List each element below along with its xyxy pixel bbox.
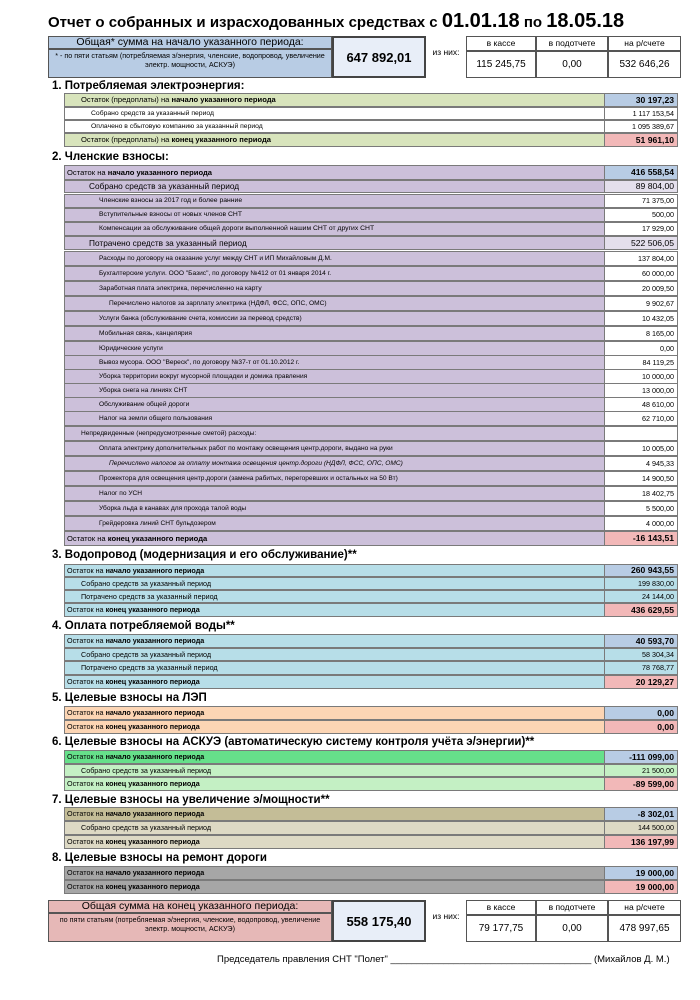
row-label bbox=[65, 342, 605, 355]
row-value: 62 710,00 bbox=[605, 412, 677, 425]
section-3-row bbox=[64, 603, 678, 617]
row-label-bold: конец указанного периода bbox=[105, 677, 200, 686]
row-label-text: Услуги банка (обслуживание счета, комиссии за перевод средств) bbox=[99, 315, 302, 322]
row-label bbox=[65, 398, 605, 411]
row-label bbox=[65, 370, 605, 383]
row-value: 40 593,70 bbox=[605, 635, 677, 647]
row-value: 522 506,05 bbox=[605, 237, 677, 249]
row-label-text: Остаток на bbox=[67, 677, 104, 686]
row-label-text: Остаток на bbox=[67, 779, 104, 788]
row-label-text: Заработная плата электрика, перечисленно на карту bbox=[99, 285, 262, 292]
row-label bbox=[65, 502, 605, 515]
row-label bbox=[65, 427, 605, 440]
row-value: 0,00 bbox=[605, 721, 677, 733]
row-label-bold: начало указанного периода bbox=[105, 708, 205, 717]
row-value: 51 961,10 bbox=[605, 134, 677, 146]
row-label bbox=[65, 721, 605, 733]
row-label-text: Остаток на bbox=[67, 534, 106, 543]
row-label-bold: начало указанного периода bbox=[105, 566, 205, 575]
row-value: 137 804,00 bbox=[605, 252, 677, 265]
section-2-row bbox=[64, 456, 678, 471]
row-value: 19 000,00 bbox=[605, 867, 677, 879]
row-label bbox=[65, 209, 605, 221]
row-label-text: Непредвиденные (непредусмотренные сметой) расходы: bbox=[81, 430, 257, 437]
summary-end-value-cash: 79 177,75 bbox=[466, 915, 536, 942]
row-label-text: Собрано средств за указанный период bbox=[81, 823, 212, 832]
row-label bbox=[65, 591, 605, 602]
row-label-text: Потрачено средств за указанный период bbox=[81, 663, 218, 672]
section-8-row bbox=[64, 866, 678, 880]
row-value: 30 197,23 bbox=[605, 94, 677, 106]
row-label bbox=[65, 604, 605, 616]
row-label bbox=[65, 412, 605, 425]
row-value: 9 902,67 bbox=[605, 297, 677, 310]
section-2-row bbox=[64, 369, 678, 384]
row-value: -111 099,00 bbox=[605, 751, 677, 763]
summary-start-header-accountable: в подотчете bbox=[536, 36, 608, 51]
row-value: 500,00 bbox=[605, 209, 677, 221]
section-heading-4: 4. Оплата потребляемой воды** bbox=[52, 620, 235, 632]
row-value: 10 000,00 bbox=[605, 370, 677, 383]
row-label-text: Компенсации за обслуживание общей дороги выполненной нашим СНТ от других СНТ bbox=[99, 225, 375, 232]
row-label-bold: начало указанного периода bbox=[105, 868, 205, 877]
section-2-row bbox=[64, 501, 678, 516]
row-label-text: Мобильная связь, канцелярия bbox=[99, 330, 192, 337]
section-heading-7: 7. Целевые взносы на увеличение э/мощности** bbox=[52, 794, 330, 806]
summary-end-note: по пяти статьям (потребляемая э/энергия, членские, водопровод, увеличение электр. мощности, АСКУЭ) bbox=[48, 913, 332, 942]
section-2-row bbox=[64, 311, 678, 326]
section-2-row bbox=[64, 383, 678, 398]
row-label bbox=[65, 822, 605, 834]
section-2-row bbox=[64, 281, 678, 296]
summary-end-value-account: 478 997,65 bbox=[608, 915, 681, 942]
row-label bbox=[65, 765, 605, 776]
row-label-text: Остаток на bbox=[67, 837, 104, 846]
row-value: 10 005,00 bbox=[605, 442, 677, 455]
section-2-row bbox=[64, 355, 678, 370]
section-2-row bbox=[64, 486, 678, 501]
row-value: 18 402,75 bbox=[605, 487, 677, 500]
row-label-text: Бухгалтерские услуги. ООО "Базис", по договору №412 от 01 января 2014 г. bbox=[99, 270, 332, 277]
row-label bbox=[65, 297, 605, 310]
row-value: 14 900,50 bbox=[605, 472, 677, 485]
row-label-text: Остаток (предоплаты) на bbox=[81, 95, 170, 104]
row-label bbox=[65, 867, 605, 879]
row-value: 144 500,00 bbox=[605, 822, 677, 834]
row-label-bold: начало указанного периода bbox=[105, 636, 205, 645]
section-2-row bbox=[64, 326, 678, 341]
row-label bbox=[65, 195, 605, 207]
row-label-text: Перечислено налогов за зарплату электрика (НДФЛ, ФСС, ОПС, ОМС) bbox=[109, 300, 327, 307]
row-label bbox=[65, 662, 605, 674]
section-8-row bbox=[64, 880, 678, 894]
row-label bbox=[65, 267, 605, 280]
row-value: -8 302,01 bbox=[605, 808, 677, 820]
row-label bbox=[65, 707, 605, 719]
section-2-row bbox=[64, 531, 678, 546]
summary-start-value-accountable: 0,00 bbox=[536, 51, 608, 78]
row-label bbox=[65, 487, 605, 500]
row-value: 10 432,05 bbox=[605, 312, 677, 325]
section-2-row bbox=[64, 341, 678, 356]
row-label bbox=[65, 181, 605, 192]
row-label bbox=[65, 808, 605, 820]
row-label-bold: начало указанного периода bbox=[105, 809, 205, 818]
summary-start-label: Общая* сумма на начало указанного периода: bbox=[48, 36, 332, 49]
row-value: 1 095 389,67 bbox=[605, 121, 677, 132]
row-value: 416 558,54 bbox=[605, 166, 677, 179]
row-value: 17 929,00 bbox=[605, 223, 677, 235]
row-label-bold: конец указанного периода bbox=[105, 722, 200, 731]
row-label-text: Остаток на bbox=[67, 722, 104, 731]
summary-start-header-cash: в кассе bbox=[466, 36, 536, 51]
row-label-bold: конец указанного периода bbox=[105, 779, 200, 788]
row-label bbox=[65, 635, 605, 647]
row-value: 136 197,99 bbox=[605, 836, 677, 848]
row-label bbox=[65, 457, 605, 470]
row-label-text: Остаток на bbox=[67, 708, 104, 717]
row-label-text: Уборка снега на линиях СНТ bbox=[99, 387, 188, 394]
row-label-text: Остаток на bbox=[67, 605, 104, 614]
row-label bbox=[65, 121, 605, 132]
summary-end-header-cash: в кассе bbox=[466, 900, 536, 915]
row-value: 19 000,00 bbox=[605, 881, 677, 893]
row-label-text: Оплата электрику дополнительных работ по монтажу освещения центр.дороги, выдано на руки bbox=[99, 445, 393, 452]
summary-end-box bbox=[48, 900, 681, 942]
row-label bbox=[65, 282, 605, 295]
row-label bbox=[65, 881, 605, 893]
row-label bbox=[65, 223, 605, 235]
summary-end-iz-nih: из них: bbox=[432, 911, 460, 921]
section-heading-6: 6. Целевые взносы на АСКУЭ (автоматическую систему контроля учёта э/энергии)** bbox=[52, 736, 535, 748]
section-2-row bbox=[64, 397, 678, 412]
section-2-row bbox=[64, 194, 678, 208]
section-4-row bbox=[64, 675, 678, 689]
row-label-bold: конец указанного периода bbox=[171, 135, 271, 144]
row-value: 78 768,77 bbox=[605, 662, 677, 674]
section-1-row bbox=[64, 107, 678, 120]
row-label-text: Остаток на bbox=[67, 636, 104, 645]
row-label-bold: начало указанного периода bbox=[107, 168, 213, 177]
row-value: 199 830,00 bbox=[605, 578, 677, 589]
section-1-row bbox=[64, 133, 678, 147]
row-value: -16 143,51 bbox=[605, 532, 677, 545]
section-1-row bbox=[64, 120, 678, 133]
row-label-text: Обслуживание общей дороги bbox=[99, 401, 190, 408]
row-label-text: Остаток (предоплаты) на bbox=[81, 135, 170, 144]
row-label-text: Расходы по договору на оказание услуг между СНТ и ИП Михайловым Д.М. bbox=[99, 255, 332, 262]
section-heading-1: 1. Потребляемая электроэнергия: bbox=[52, 80, 245, 92]
row-label-bold: конец указанного периода bbox=[105, 882, 200, 891]
row-label-text: Собрано средств за указанный период bbox=[91, 110, 214, 117]
row-label-text: Оплачено в сбытовую компанию за указанный период bbox=[91, 123, 263, 130]
row-value: 24 144,00 bbox=[605, 591, 677, 602]
row-label-text: Налог на земли общего пользования bbox=[99, 415, 213, 422]
row-label-text: Грейдеровка линий СНТ бульдозером bbox=[99, 520, 216, 527]
title-date-to: 18.05.18 bbox=[546, 10, 625, 32]
section-heading-8: 8. Целевые взносы на ремонт дороги bbox=[52, 852, 267, 864]
summary-start-header-account: на р/счете bbox=[608, 36, 681, 51]
row-label bbox=[65, 252, 605, 265]
row-label-text: Потрачено средств за указанный период bbox=[89, 238, 247, 248]
row-value: 71 375,00 bbox=[605, 195, 677, 207]
row-label-text: Членские взносы за 2017 год и более ранние bbox=[99, 197, 243, 204]
section-2-row bbox=[64, 251, 678, 266]
section-7-row bbox=[64, 821, 678, 835]
row-label-bold: конец указанного периода bbox=[105, 837, 200, 846]
row-label-bold: конец указанного периода bbox=[107, 534, 208, 543]
row-label-text: Остаток на bbox=[67, 868, 104, 877]
row-value bbox=[605, 427, 677, 440]
row-label-text: Налог по УСН bbox=[99, 490, 143, 497]
row-value: 0,00 bbox=[605, 342, 677, 355]
row-label-text: Уборка территории вокруг мусорной площадки и домика правления bbox=[99, 373, 308, 380]
section-5-row bbox=[64, 706, 678, 720]
row-label-text: Уборка льда в канавах для прохода талой воды bbox=[99, 505, 247, 512]
section-2-row bbox=[64, 165, 678, 180]
row-label bbox=[65, 778, 605, 790]
section-2-row bbox=[64, 471, 678, 486]
section-6-row bbox=[64, 777, 678, 791]
row-label-text: Собрано средств за указанный период bbox=[89, 181, 240, 191]
section-3-row bbox=[64, 564, 678, 577]
row-label-text: Остаток на bbox=[67, 809, 104, 818]
section-2-row bbox=[64, 208, 678, 222]
row-label bbox=[65, 94, 605, 106]
row-label-text: Юридические услуги bbox=[99, 345, 163, 352]
row-value: 60 000,00 bbox=[605, 267, 677, 280]
section-7-row bbox=[64, 835, 678, 849]
row-label bbox=[65, 578, 605, 589]
row-label-text: Прожектора для освещения центр.дороги (замена рабитых, перегоревших и остальных на 50 Вт) bbox=[99, 475, 398, 482]
row-value: 8 165,00 bbox=[605, 327, 677, 340]
row-label-text: Остаток на bbox=[67, 882, 104, 891]
summary-end-value-accountable: 0,00 bbox=[536, 915, 608, 942]
section-5-row bbox=[64, 720, 678, 734]
row-label-text: Остаток на bbox=[67, 566, 104, 575]
row-label-text: Перечислено налогов за оплату монтажа освещения центр.дороги (НДФЛ, ФСС, ОПС, ОМС) bbox=[109, 460, 403, 467]
row-label-bold: конец указанного периода bbox=[105, 605, 200, 614]
row-value: 436 629,55 bbox=[605, 604, 677, 616]
row-value: 20 009,50 bbox=[605, 282, 677, 295]
row-value: 84 119,25 bbox=[605, 356, 677, 369]
row-label-text: Вступительные взносы от новых членов СНТ bbox=[99, 211, 242, 218]
row-label bbox=[65, 134, 605, 146]
summary-start-value-cash: 115 245,75 bbox=[466, 51, 536, 78]
summary-start-box bbox=[48, 36, 681, 78]
row-label bbox=[65, 676, 605, 688]
section-2-row bbox=[64, 426, 678, 441]
row-label bbox=[65, 532, 605, 545]
report-title bbox=[48, 8, 688, 34]
section-4-row bbox=[64, 661, 678, 675]
summary-end-total: 558 175,40 bbox=[332, 900, 426, 942]
summary-start-value-account: 532 646,26 bbox=[608, 51, 681, 78]
row-value: 5 500,00 bbox=[605, 502, 677, 515]
row-label-text: Вывоз мусора. ООО "Вереск", по договору №37-т от 01.10.2012 г. bbox=[99, 359, 300, 366]
section-4-row bbox=[64, 648, 678, 661]
summary-end-header-accountable: в подотчете bbox=[536, 900, 608, 915]
row-value: 58 304,34 bbox=[605, 649, 677, 660]
chairman-signature: Председатель правления СНТ "Полет" ______________________________________ (Михайлов Д. М.) bbox=[217, 954, 670, 965]
row-value: 89 804,00 bbox=[605, 181, 677, 192]
row-label bbox=[65, 472, 605, 485]
row-value: 0,00 bbox=[605, 707, 677, 719]
title-date-from: 01.01.18 bbox=[441, 10, 520, 32]
row-label bbox=[65, 108, 605, 119]
section-2-row bbox=[64, 411, 678, 426]
row-label bbox=[65, 237, 605, 249]
section-1-row bbox=[64, 93, 678, 107]
row-value: 1 117 153,54 bbox=[605, 108, 677, 119]
row-value: 48 610,00 bbox=[605, 398, 677, 411]
section-2-row bbox=[64, 222, 678, 236]
row-label bbox=[65, 356, 605, 369]
row-label-bold: начало указанного периода bbox=[171, 95, 276, 104]
row-label-text: Собрано средств за указанный период bbox=[81, 766, 212, 775]
title-middle: по bbox=[523, 14, 543, 31]
row-value: 13 000,00 bbox=[605, 384, 677, 397]
summary-end-label: Общая сумма на конец указанного периода: bbox=[48, 900, 332, 913]
title-prefix: Отчет о собранных и израсходованных средствах с bbox=[48, 14, 438, 31]
section-4-row bbox=[64, 634, 678, 648]
row-label bbox=[65, 517, 605, 530]
row-label-bold: начало указанного периода bbox=[105, 752, 205, 761]
row-label bbox=[65, 384, 605, 397]
section-2-row bbox=[64, 441, 678, 456]
section-6-row bbox=[64, 764, 678, 777]
row-label-text: Собрано средств за указанный период bbox=[81, 650, 212, 659]
row-value: 260 943,55 bbox=[605, 565, 677, 576]
summary-start-total: 647 892,01 bbox=[332, 36, 426, 78]
row-value: 20 129,27 bbox=[605, 676, 677, 688]
row-label-text: Потрачено средств за указанный период bbox=[81, 592, 218, 601]
row-label bbox=[65, 166, 605, 179]
row-label-text: Остаток на bbox=[67, 168, 106, 177]
section-3-row bbox=[64, 590, 678, 603]
row-label bbox=[65, 751, 605, 763]
section-2-row bbox=[64, 296, 678, 311]
row-label bbox=[65, 312, 605, 325]
row-label bbox=[65, 836, 605, 848]
section-2-row bbox=[64, 236, 678, 250]
section-3-row bbox=[64, 577, 678, 590]
row-label bbox=[65, 442, 605, 455]
section-2-row bbox=[64, 180, 678, 193]
row-value: -89 599,00 bbox=[605, 778, 677, 790]
summary-start-iz-nih: из них: bbox=[432, 47, 460, 57]
section-heading-5: 5. Целевые взносы на ЛЭП bbox=[52, 692, 207, 704]
row-value: 21 500,00 bbox=[605, 765, 677, 776]
summary-end-header-account: на р/счете bbox=[608, 900, 681, 915]
row-value: 4 000,00 bbox=[605, 517, 677, 530]
row-label-text: Остаток на bbox=[67, 752, 104, 761]
section-heading-3: 3. Водопровод (модернизация и его обслуживание)** bbox=[52, 549, 357, 561]
row-label bbox=[65, 565, 605, 576]
row-value: 4 945,33 bbox=[605, 457, 677, 470]
section-6-row bbox=[64, 750, 678, 764]
section-heading-2: 2. Членские взносы: bbox=[52, 151, 169, 163]
summary-start-note: * - по пяти статьям (потребляемая э/энергия, членские, водопровод, увеличение электр. мощности, АСКУЭ) bbox=[48, 49, 332, 78]
row-label-text: Собрано средств за указанный период bbox=[81, 579, 212, 588]
section-2-row bbox=[64, 516, 678, 531]
row-label bbox=[65, 327, 605, 340]
row-label bbox=[65, 649, 605, 660]
section-2-row bbox=[64, 266, 678, 281]
section-7-row bbox=[64, 807, 678, 821]
